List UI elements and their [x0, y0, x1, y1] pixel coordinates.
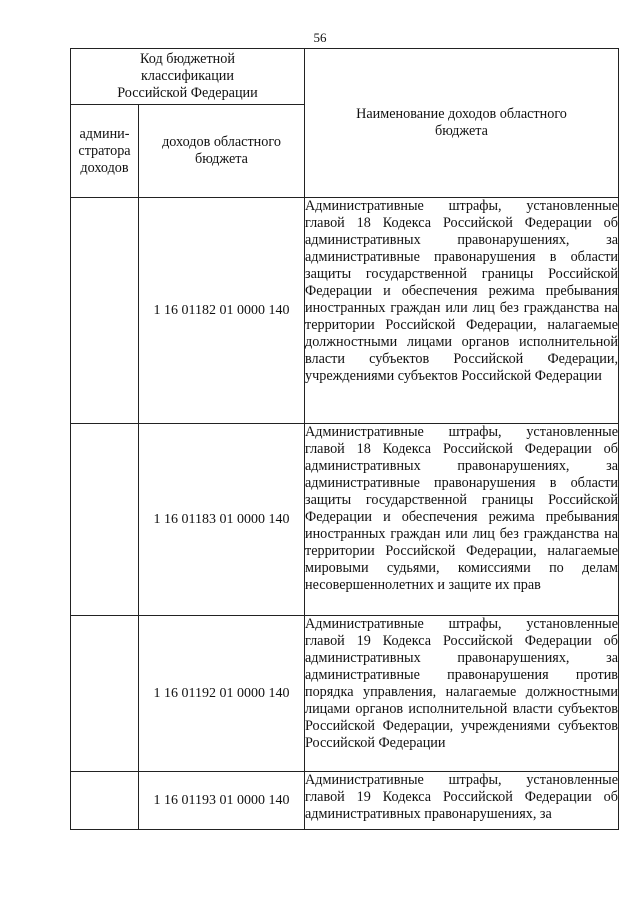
code-cell: 1 16 01192 01 0000 140	[139, 616, 305, 772]
code-cell: 1 16 01182 01 0000 140	[139, 198, 305, 424]
code-cell: 1 16 01183 01 0000 140	[139, 424, 305, 616]
header-budget-code: Код бюджетной классификации Российской Федерации	[71, 49, 305, 105]
name-cell: Административные штрафы, установленные главой 19 Кодекса Российской Федерации об административных правонарушениях, за административные правонарушения против порядка управления, налагаемые должностными лицами органов исполнительной власти субъектов Российской Федерации, учреждениями субъектов Российской Федерации	[305, 616, 619, 772]
table-row	[71, 616, 619, 772]
code-cell: 1 16 01193 01 0000 140	[139, 772, 305, 830]
table-row	[71, 424, 619, 616]
table-row	[71, 198, 619, 424]
table-row	[71, 772, 619, 830]
admin-cell	[71, 198, 139, 424]
table-header-row	[71, 49, 619, 105]
name-cell: Административные штрафы, установленные главой 18 Кодекса Российской Федерации об административных правонарушениях, за административные правонарушения в области защиты государственной границы Российской Федерации и обеспечения режима пребывания иностранных граждан или лиц без гражданства на территории Российской Федерации, налагаемые должностными лицами органов исполнительной власти субъектов Российской Федерации, учреждениями субъектов Российской Федерации	[305, 198, 619, 424]
name-cell: Административные штрафы, установленные главой 19 Кодекса Российской Федерации об административных правонарушениях, за	[305, 772, 619, 830]
revenue-classification-table	[70, 48, 619, 830]
header-administrator: админи-стратора доходов	[71, 105, 139, 198]
name-cell: Административные штрафы, установленные главой 18 Кодекса Российской Федерации об административных правонарушениях, за административные правонарушения в области защиты государственной границы Российской Федерации и обеспечения режима пребывания иностранных граждан или лиц без гражданства на территории Российской Федерации, налагаемые мировыми судьями, комиссиями по делам несовершеннолетних и защите их прав	[305, 424, 619, 616]
page-number: 56	[313, 30, 327, 45]
admin-cell	[71, 616, 139, 772]
admin-cell	[71, 772, 139, 830]
admin-cell	[71, 424, 139, 616]
header-name: Наименование доходов областного бюджета	[305, 49, 619, 198]
header-revenues: доходов областного бюджета	[139, 105, 305, 198]
